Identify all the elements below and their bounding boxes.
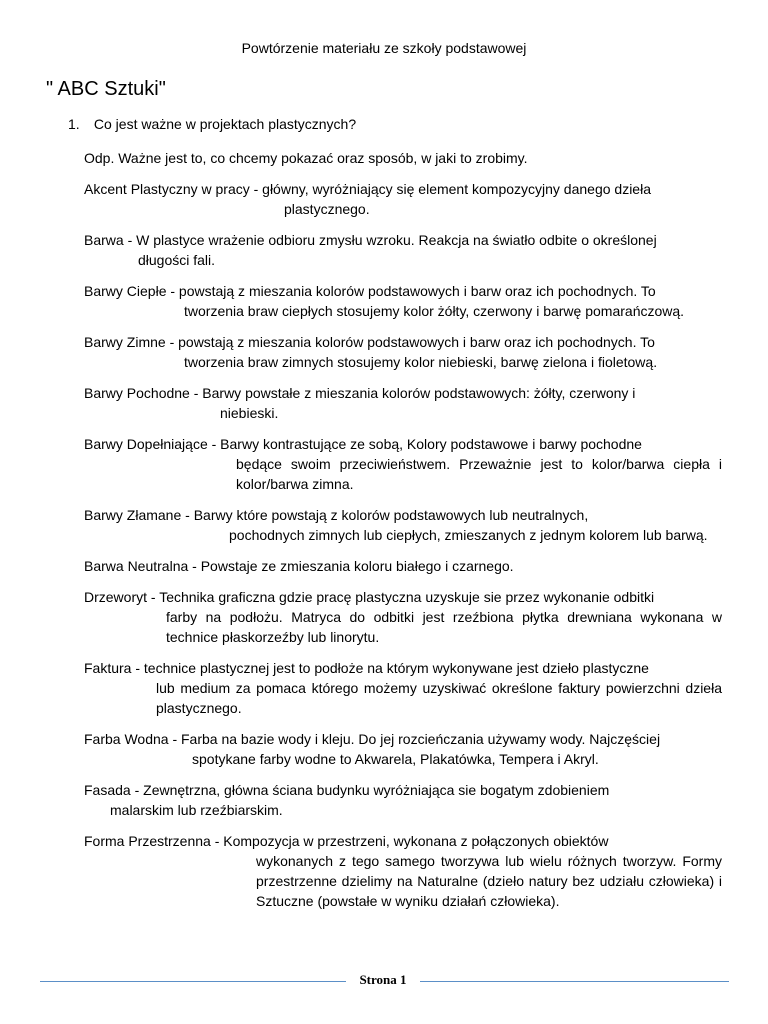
definition-continuation: plastycznego. [284, 201, 370, 217]
definition-first-line: Barwy Zimne - powstają z mieszania kolorów podstawowych i barw oraz ich pochodnych. To [84, 334, 655, 350]
footer-rule-left [40, 981, 346, 982]
definition-first-line: Barwy Dopełniające - Barwy kontrastujące ze sobą, Kolory podstawowe i barwy pochodne [84, 436, 642, 452]
definition-entry [84, 332, 722, 372]
document-title: " ABC Sztuki" [46, 78, 166, 100]
definition-first-line: Fasada - Zewnętrzna, główna ściana budynku wyróżniająca sie bogatym zdobieniem [84, 782, 610, 798]
page-number: Strona 1 [359, 972, 407, 987]
definition-continuation: spotykane farby wodne to Akwarela, Plakatówka, Tempera i Akryl. [192, 751, 599, 767]
definition-continuation: pochodnych zimnych lub ciepłych, zmieszanych z jednym kolorem lub barwą. [229, 527, 708, 543]
definition-first-line: Barwa - W plastyce wrażenie odbioru zmysłu wzroku. Reakcja na światło odbite o określonej [84, 232, 657, 248]
definition-list [84, 148, 722, 922]
definition-first-line: Odp. Ważne jest to, co chcemy pokazać oraz sposób, w jaki to zrobimy. [84, 150, 528, 166]
definition-entry [84, 281, 722, 321]
definition-first-line: Barwa Neutralna - Powstaje ze zmieszania koloru białego i czarnego. [84, 558, 514, 574]
definition-continuation: długości fali. [138, 252, 216, 268]
definition-entry [84, 658, 722, 718]
definition-first-line: Farba Wodna - Farba na bazie wody i kleju. Do jej rozcieńczania używamy wody. Najczęściej [84, 731, 661, 747]
definition-continuation: tworzenia braw ciepłych stosujemy kolor żółty, czerwony i barwę pomarańczową. [184, 303, 685, 319]
page-header: Powtórzenie materiału ze szkoły podstawowej [241, 40, 527, 56]
definition-continuation: będące swoim przeciwieństwem. Przeważnie jest to kolor/barwa ciepła i kolor/barwa zimna. [236, 456, 722, 492]
question-text: Co jest ważne w projektach plastycznych? [93, 116, 357, 132]
definition-continuation: tworzenia braw zimnych stosujemy kolor niebieski, barwę zielona i fioletową. [184, 354, 658, 370]
question-item [68, 116, 356, 132]
definition-first-line: Barwy Pochodne - Barwy powstałe z mieszania kolorów podstawowych: żółty, czerwony i [84, 385, 636, 401]
definition-continuation: wykonanych z tego samego tworzywa lub wielu różnych tworzyw. Formy przestrzenne dzielimy na Naturalne (dzieło natury bez udziału człowieka) i Sztuczne (powstałe w wyniku działań człowieka). [256, 853, 722, 909]
definition-first-line: Faktura - technice plastycznej jest to podłoże na którym wykonywane jest dzieło plastyczne [84, 660, 649, 676]
definition-entry [84, 179, 722, 219]
footer-rule-right [420, 981, 729, 982]
definition-first-line: Drzeworyt - Technika graficzna gdzie pracę plastyczna uzyskuje sie przez wykonanie odbitki [84, 589, 655, 605]
definition-entry [84, 230, 722, 270]
definition-entry [84, 729, 722, 769]
definition-first-line: Barwy Ciepłe - powstają z mieszania kolorów podstawowych i barw oraz ich pochodnych. To [84, 283, 656, 299]
definition-continuation: lub medium za pomaca którego możemy uzyskiwać określone faktury powierzchni dzieła plastycznego. [156, 680, 722, 716]
definition-entry [84, 148, 722, 168]
definition-first-line: Akcent Plastyczny w pracy - główny, wyróżniający się element kompozycyjny danego dzieła [84, 181, 651, 197]
definition-continuation: malarskim lub rzeźbiarskim. [110, 802, 283, 818]
definition-entry [84, 587, 722, 647]
definition-entry [84, 556, 722, 576]
definition-first-line: Barwy Złamane - Barwy które powstają z kolorów podstawowych lub neutralnych, [84, 507, 589, 523]
definition-continuation: niebieski. [220, 405, 279, 421]
definition-entry [84, 505, 722, 545]
question-number: 1. [68, 116, 80, 132]
definition-entry [84, 831, 722, 911]
definition-first-line: Forma Przestrzenna - Kompozycja w przestrzeni, wykonana z połączonych obiektów [84, 833, 609, 849]
page-footer [40, 972, 729, 990]
definition-entry [84, 434, 722, 494]
definition-entry [84, 780, 722, 820]
definition-entry [84, 383, 722, 423]
definition-continuation: farby na podłożu. Matryca do odbitki jest rzeźbiona płytka drewniana wykonana w technice płaskorzeźby lub linorytu. [166, 609, 722, 645]
